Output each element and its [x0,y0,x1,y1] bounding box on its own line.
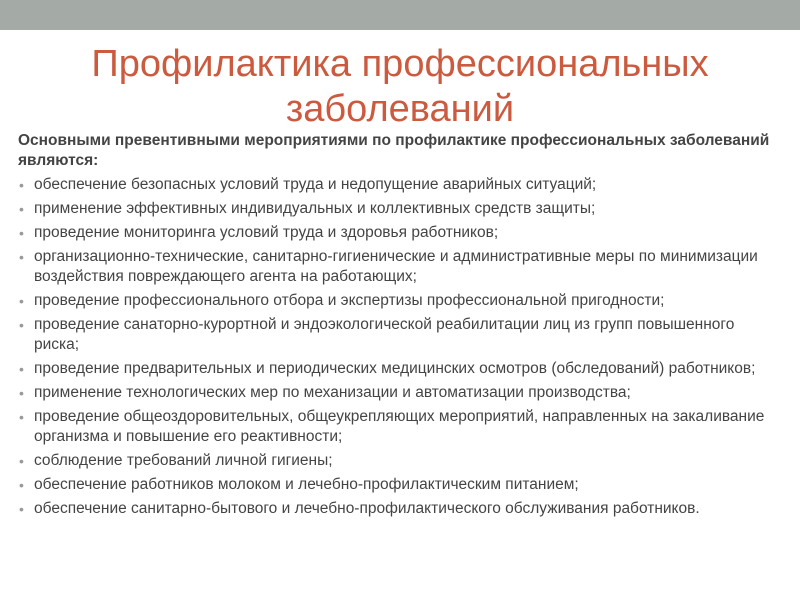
bullet-icon: • [19,249,24,265]
list-item [18,291,778,311]
list-item-text: проведение профессионального отбора и экспертизы профессиональной пригодности; [34,292,665,309]
list-item-text: проведение общеоздоровительных, общеукрепляющих мероприятий, направленных на закаливание организма и повышение его реактивности; [34,408,765,445]
list-item-text: обеспечение санитарно-бытового и лечебно-профилактического обслуживания работников. [34,500,700,517]
list-item-text: проведение предварительных и периодических медицинских осмотров (обследований) работников; [34,360,756,377]
list-item [18,247,778,287]
list-item-text: соблюдение требований личной гигиены; [34,452,333,469]
list-item [18,451,778,471]
list-item-text: проведение санаторно-курортной и эндоэкологической реабилитации лиц из групп повышенного риска; [34,316,735,353]
slide-title [0,42,800,132]
list-item-text: организационно-технические, санитарно-гигиенические и административные меры по минимизации воздействия повреждающего агента на работающих; [34,248,758,285]
list-item [18,315,778,355]
bullet-icon: • [19,225,24,241]
list-item-text: обеспечение работников молоком и лечебно-профилактическим питанием; [34,476,579,493]
slide-title-line-2: заболеваний [285,88,515,130]
list-item [18,199,778,219]
intro-text: Основными превентивными мероприятиями по профилактике профессиональных заболеваний являются: [18,132,770,169]
bullet-icon: • [19,293,24,309]
bullet-icon: • [19,177,24,193]
list-item [18,499,778,519]
bullet-icon: • [19,501,24,517]
bullet-icon: • [19,385,24,401]
list-item [18,475,778,495]
bullet-icon: • [19,361,24,377]
list-item-text: обеспечение безопасных условий труда и недопущение аварийных ситуаций; [34,176,597,193]
list-item [18,359,778,379]
measures-list [18,175,778,519]
list-item [18,383,778,403]
list-item [18,175,778,195]
list-item [18,407,778,447]
list-item [18,223,778,243]
bullet-icon: • [19,409,24,425]
top-band [0,0,800,30]
bullet-icon: • [19,453,24,469]
bullet-icon: • [19,317,24,333]
slide-body [18,131,778,523]
list-item-text: проведение мониторинга условий труда и здоровья работников; [34,224,499,241]
bullet-icon: • [19,201,24,217]
slide-title-line-1: Профилактика профессиональных [91,43,709,85]
list-item-text: применение эффективных индивидуальных и коллективных средств защиты; [34,200,596,217]
list-item-text: применение технологических мер по механизации и автоматизации производства; [34,384,631,401]
bullet-icon: • [19,477,24,493]
